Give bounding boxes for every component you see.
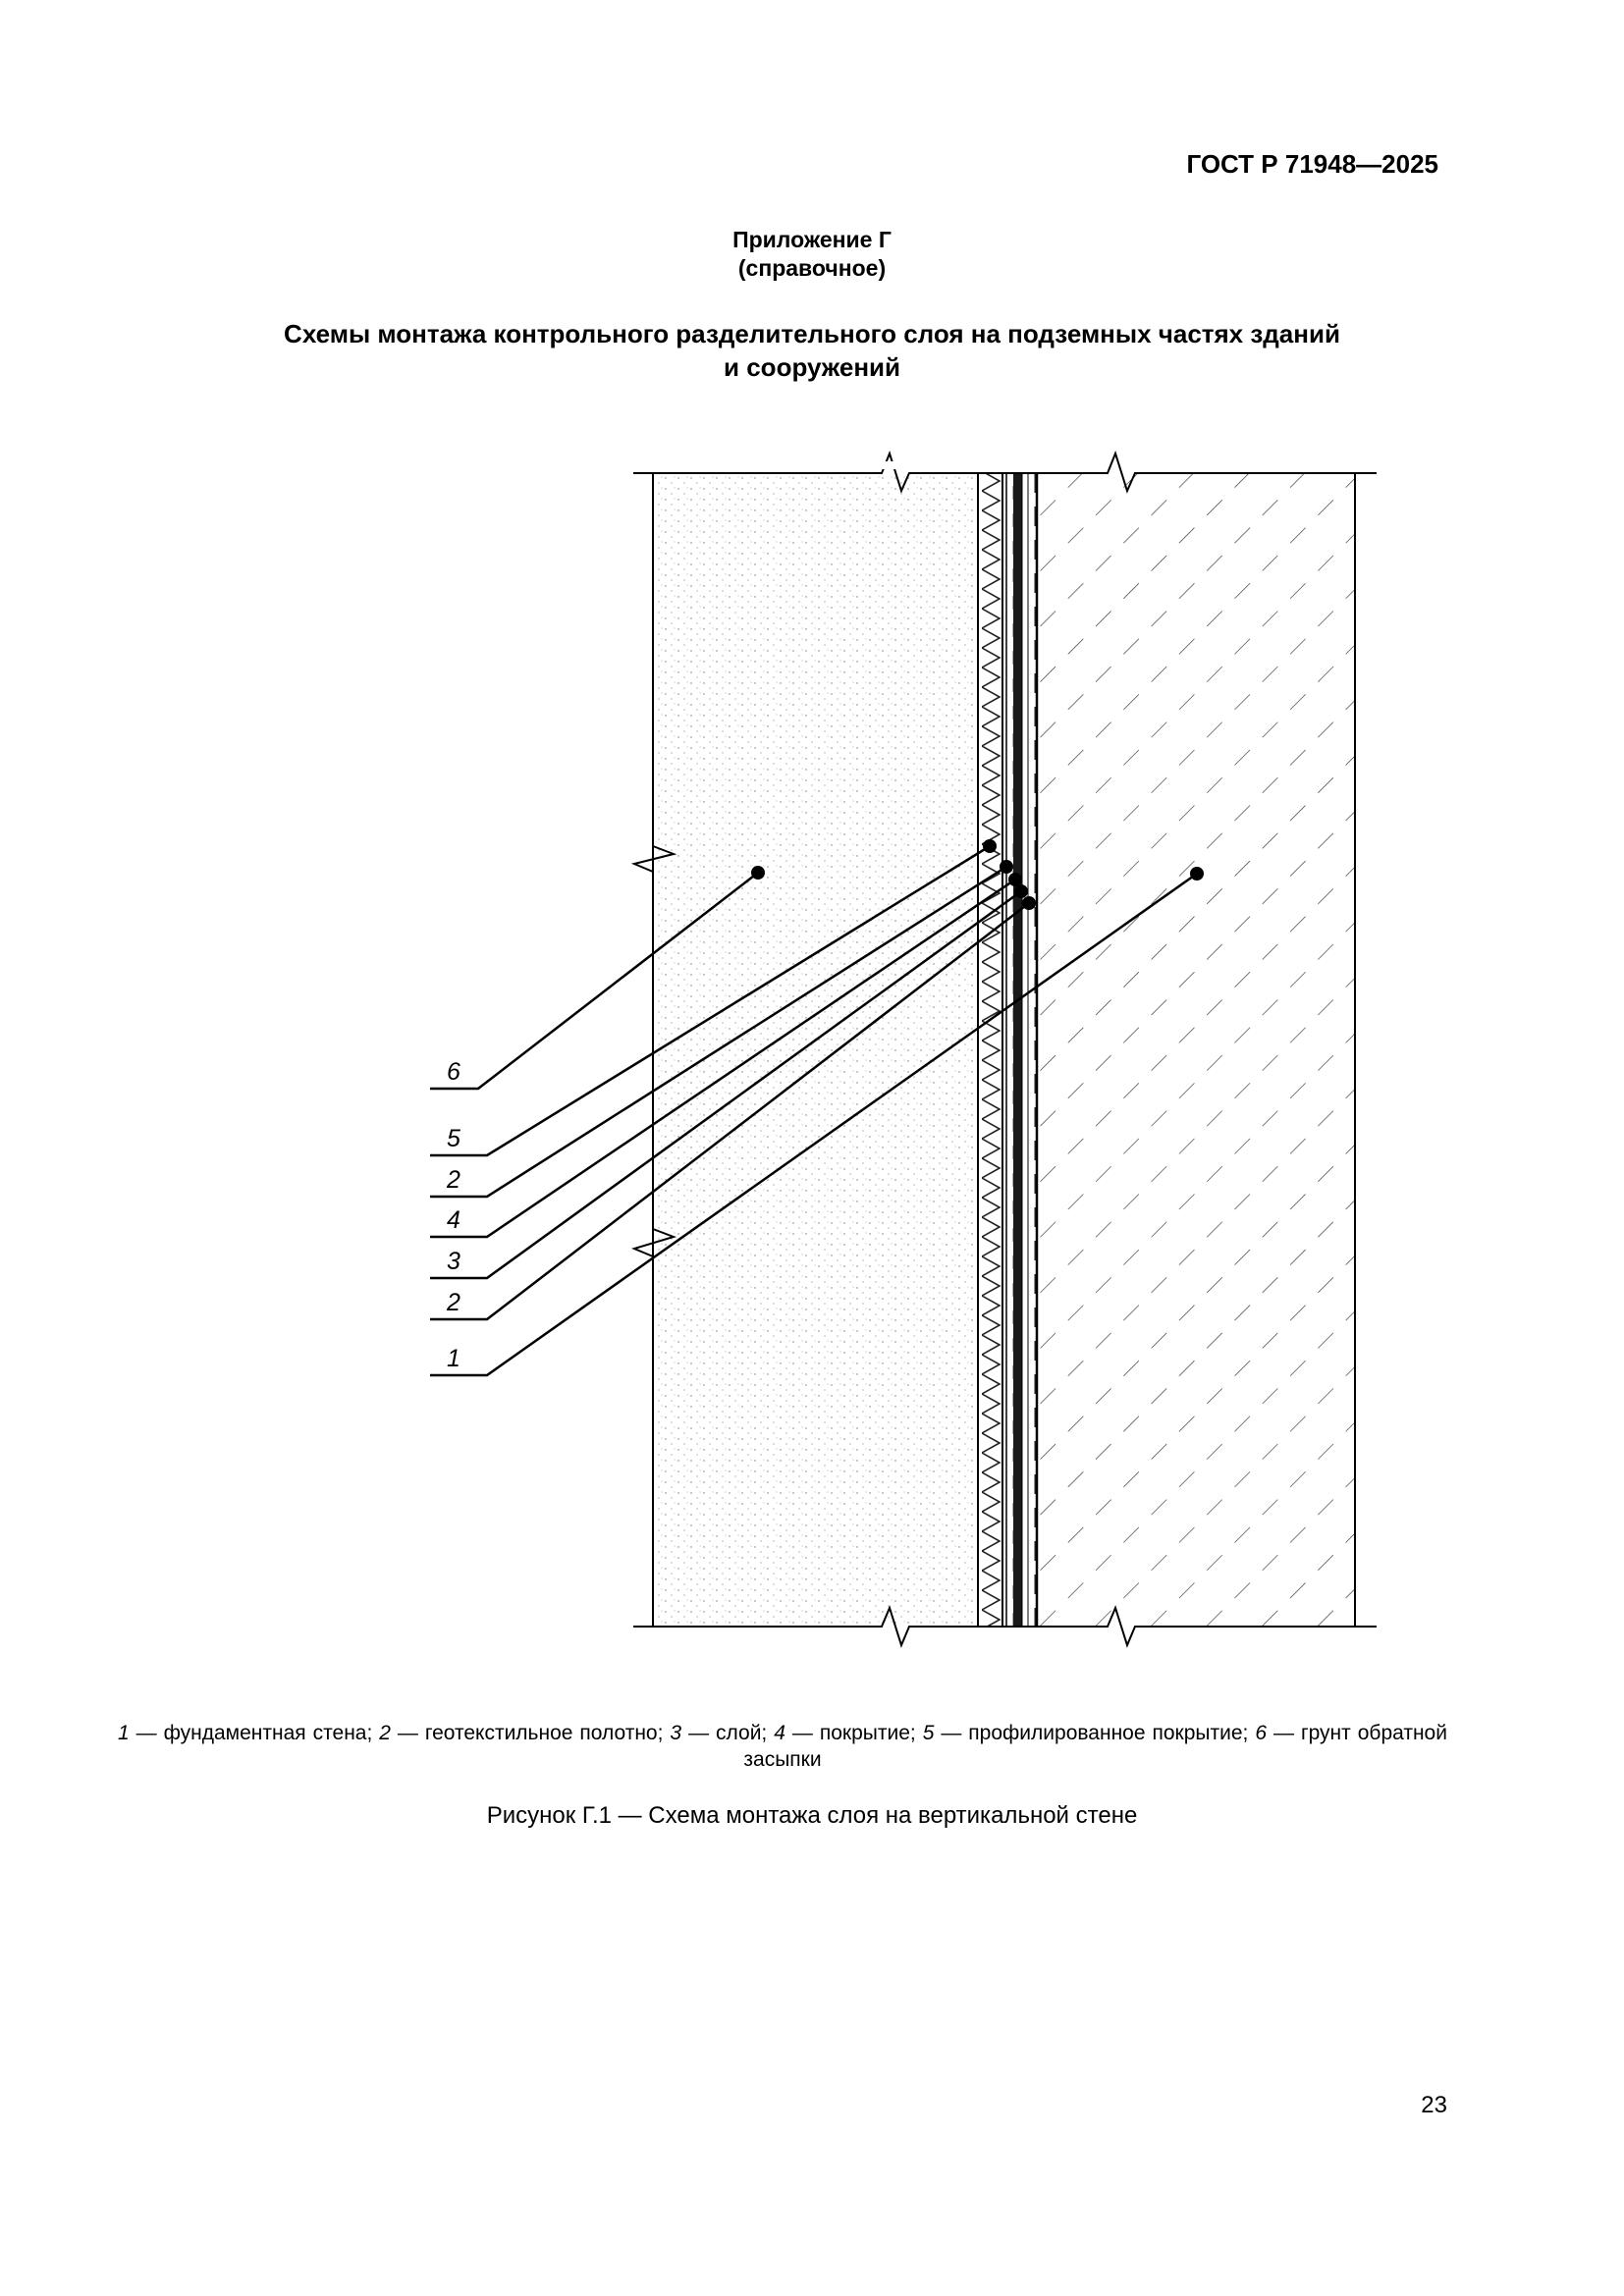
- label-6: 6: [447, 1058, 460, 1086]
- leader-dot-2b: [1022, 896, 1036, 910]
- label-5: 5: [447, 1125, 460, 1152]
- separation-layer: [1013, 473, 1022, 1627]
- coating-layer: [1022, 473, 1028, 1627]
- appendix-subtitle: (справочное): [737, 255, 887, 281]
- page-number: 23: [1421, 2092, 1447, 2118]
- geotextile-inner-layer: [1028, 473, 1037, 1627]
- legend-text-3: — слой;: [681, 1722, 775, 1744]
- leader-dot-4: [1008, 873, 1022, 886]
- legend-num-4: 4: [774, 1722, 785, 1744]
- leader-dot-1: [1190, 867, 1204, 881]
- legend-num-2: 2: [379, 1722, 391, 1744]
- figure-caption: Рисунок Г.1 — Схема монтажа слоя на вертикальной стене: [486, 1802, 1138, 1829]
- leader-dot-3: [1014, 884, 1028, 898]
- standard-code: ГОСТ Р 71948—2025: [1186, 149, 1438, 179]
- appendix-heading-line2: и сооружений: [724, 352, 900, 382]
- leader-dot-6: [751, 866, 765, 880]
- label-2-upper: 2: [447, 1166, 460, 1194]
- legend-num-1: 1: [118, 1722, 130, 1744]
- legend-text-4: — покрытие;: [785, 1722, 923, 1744]
- legend-text-5: — профилированное покрытие;: [934, 1722, 1256, 1744]
- geotextile-outer-layer: [1007, 473, 1013, 1627]
- leader-dot-2a: [1000, 860, 1013, 874]
- leader-dot-5: [983, 839, 997, 853]
- legend-text-6: — грунт обратной засыпки: [743, 1722, 1447, 1771]
- label-2-lower: 2: [447, 1289, 460, 1316]
- label-1: 1: [447, 1345, 460, 1372]
- appendix-heading-line1: Схемы монтажа контрольного разделительного слоя на подземных частях зданий: [284, 319, 1340, 348]
- label-4: 4: [447, 1206, 460, 1234]
- label-3: 3: [447, 1248, 460, 1275]
- top-break-mask: [881, 461, 910, 469]
- figure-legend: [118, 1720, 1447, 1773]
- backfill-soil-region: [653, 473, 977, 1627]
- legend-text-1: — фундаментная стена;: [129, 1722, 380, 1744]
- foundation-wall-region: [1039, 473, 1355, 1627]
- legend-text-2: — геотекстильное полотно;: [390, 1722, 671, 1744]
- profiled-membrane-layer: [980, 473, 1001, 1627]
- legend-num-6: 6: [1255, 1722, 1268, 1744]
- appendix-title: Приложение Г: [732, 227, 892, 252]
- legend-num-3: 3: [670, 1722, 682, 1744]
- legend-num-5: 5: [922, 1722, 935, 1744]
